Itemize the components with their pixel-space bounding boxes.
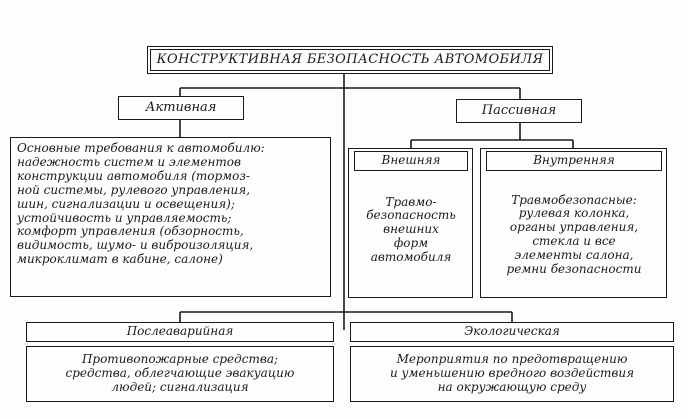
inner-safety-lines [507,194,642,277]
outer-safety-lines [366,196,456,265]
inner-safety-body [484,180,664,290]
ecological-header: Экологическая [350,322,674,342]
text-line: ремни безопасности [506,261,642,276]
text-line: автомобиля [370,249,452,264]
text-line: Основные требования к автомобилю: [17,141,265,155]
text-line: безопасность [366,208,456,223]
active-safety-lines [17,142,265,267]
text-line: комфорт управления (обзорность, [17,224,244,239]
text-line: людей; сигнализация [111,379,249,394]
text-line: ной системы, рулевого управления, [17,182,251,197]
text-line: средства, облегчающие эвакуацию [65,366,295,381]
text-line: надежность систем и элементов [17,154,241,169]
text-line: рулевая колонка, [518,206,630,221]
post-accident-header: Послеаварийная [26,322,334,342]
text-line: элементы салона, [514,247,634,262]
text-line: форм [393,235,429,250]
post-accident-lines [66,353,295,394]
inner-safety-header: Внутренняя [486,151,662,171]
text-line: и уменьшению вредного воздействия [389,366,635,381]
text-line: Мероприятия по предотвращению [396,352,628,367]
connector-passive-split [411,123,573,148]
active-safety-body [10,137,331,297]
text-line: Травмобезопасные: [511,192,637,207]
diagram-title: КОНСТРУКТИВНАЯ БЕЗОПАСНОСТЬ АВТОМОБИЛЯ [147,46,553,74]
outer-safety-header: Внешняя [354,151,468,171]
ecological-body [350,346,674,402]
post-accident-body [26,346,334,402]
active-safety-header: Активная [118,96,244,120]
passive-safety-header: Пассивная [456,99,582,123]
text-line: стекла и все [532,234,616,248]
outer-safety-body [361,180,461,280]
text-line: Травмо- [385,194,437,209]
text-line: органы управления, [509,220,639,235]
ecological-lines [390,353,634,394]
text-line: устойчивость и управляемость; [17,210,232,225]
text-line: конструкции автомобиля (тормоз- [17,168,250,183]
text-line: микроклимат в кабине, салоне) [17,252,223,267]
text-line: шин, сигнализации и освещения); [17,196,235,211]
text-line: внешних [383,222,439,237]
text-line: видимость, шумо- и виброизоляция, [17,238,254,253]
text-line: Противопожарные средства; [81,352,279,367]
text-line: на окружающую среду [437,379,587,394]
